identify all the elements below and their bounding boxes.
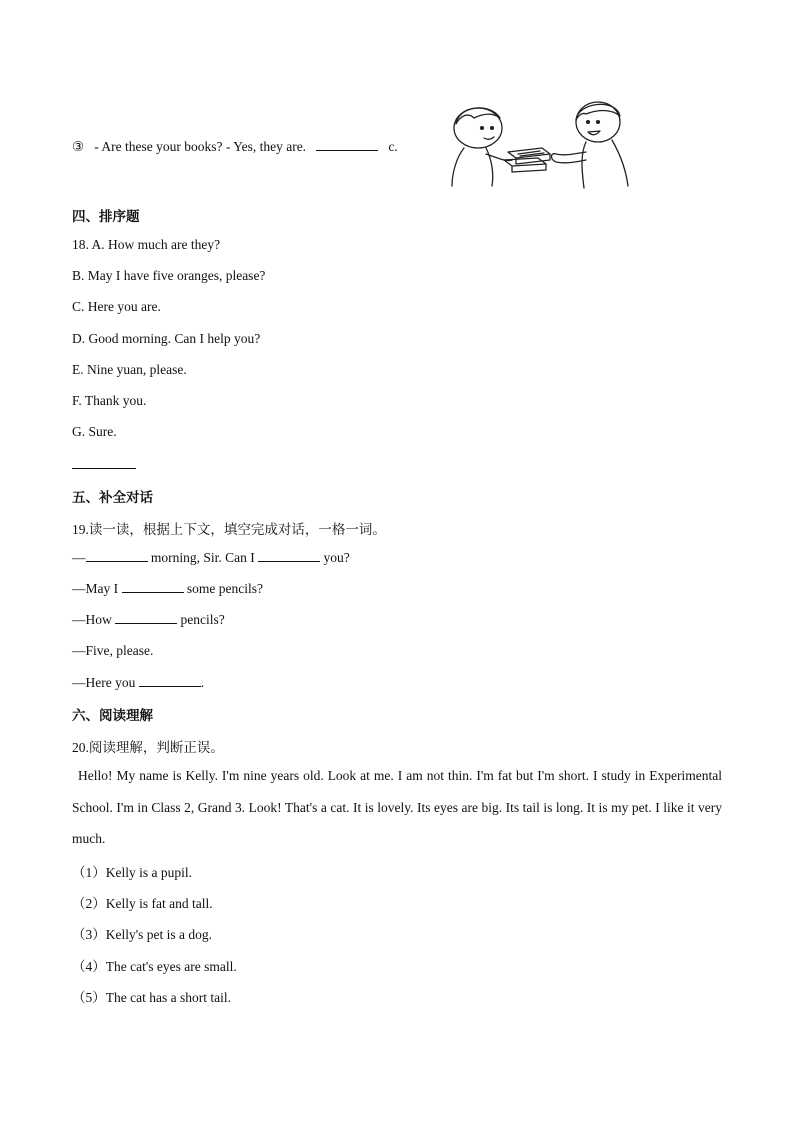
q19-line-2: —May I some pencils? [72, 581, 263, 596]
answer-blank[interactable] [316, 138, 378, 151]
q19-prompt: 19.读一读，根据上下文，填空完成对话，一格一词。 [72, 522, 386, 537]
q19-line-3: —How pencils? [72, 612, 225, 627]
q19-line-1: — morning, Sir. Can I you? [72, 550, 350, 565]
books-icon [504, 148, 550, 172]
q20-statement-2: （2）Kelly is fat and tall. [72, 896, 213, 911]
q18-item-a: 18. A. How much are they? [72, 237, 221, 252]
q18-item-e: E. Nine yuan, please. [72, 362, 187, 377]
answer-blank[interactable] [86, 549, 148, 562]
q20-statement-1: （1）Kelly is a pupil. [72, 865, 192, 880]
q20-statement-4: （4）The cat's eyes are small. [72, 959, 237, 974]
right-kid-body [582, 140, 628, 188]
question-3-number: ③ [72, 139, 85, 154]
q18-item-c: C. Here you are. [72, 299, 161, 314]
q20-statement-5: （5）The cat has a short tail. [72, 990, 231, 1005]
q19-line-5: —Here you . [72, 675, 205, 690]
answer-blank[interactable] [139, 674, 201, 687]
q18-item-f: F. Thank you. [72, 393, 147, 408]
section-6-title: 六、阅读理解 [72, 708, 153, 724]
question-3-text: - Are these your books? - Yes, they are. [94, 139, 307, 154]
question-3-option: c. [388, 139, 398, 154]
section-5-title: 五、补全对话 [72, 490, 153, 506]
answer-blank[interactable] [115, 611, 177, 624]
answer-blank[interactable] [258, 549, 320, 562]
q18-item-d: D. Good morning. Can I help you? [72, 331, 261, 346]
kids-books-illustration [446, 98, 636, 190]
q20-prompt: 20.阅读理解，判断正误。 [72, 740, 224, 755]
question-3 [72, 138, 398, 155]
right-kid-hair [576, 104, 620, 120]
section-4-title: 四、排序题 [72, 209, 140, 225]
q18-answer-line[interactable] [72, 456, 136, 473]
q20-passage: Hello! My name is Kelly. I'm nine years old. Look at me. I am not thin. I'm fat but I'm short. I study in Experimental School. I'm in Class 2, Grand 3. Look! That's a cat. It is lovely. Its eyes are big. Its tail is long. It is my pet. I like it very much. [72, 768, 722, 846]
left-kid-hair [456, 108, 500, 124]
q18-item-g: G. Sure. [72, 424, 117, 439]
q20-statement-3: （3）Kelly's pet is a dog. [72, 927, 213, 942]
answer-blank[interactable] [122, 580, 184, 593]
q18-item-b: B. May I have five oranges, please? [72, 268, 266, 283]
q19-line-4: —Five, please. [72, 643, 154, 658]
